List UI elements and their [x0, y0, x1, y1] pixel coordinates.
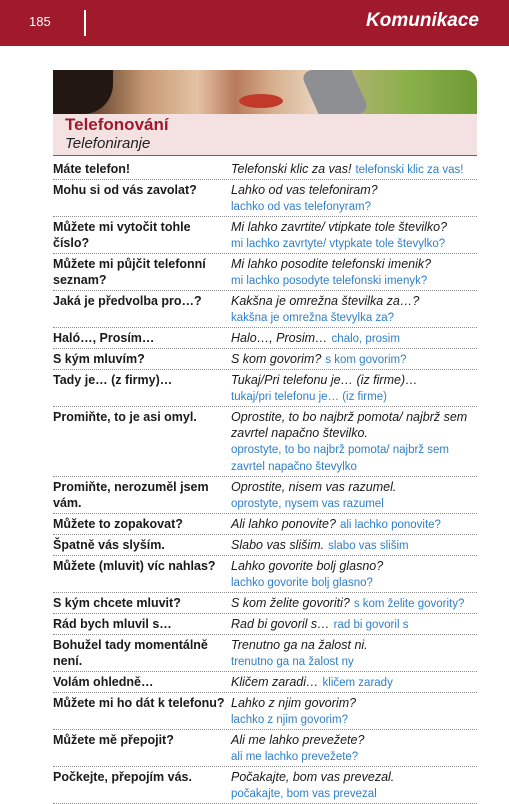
phrase-pronunciation: telefonski klic za vas! [355, 164, 464, 176]
phrase-pronunciation: kakšna je omrežna števylka za? [231, 312, 394, 324]
phrase-czech: Máte telefon! [53, 162, 131, 176]
phrase-czech: Můžete mi půjčit telefonní seznam? [53, 257, 206, 287]
phrase-pronunciation: rad bi govoril s [333, 619, 409, 631]
phrase-czech: Rád bych mluvil s… [53, 617, 172, 631]
phrase-translation [231, 732, 477, 765]
phrase-translation [231, 674, 477, 691]
section-title: Komunikace [366, 10, 479, 31]
phrase-czech: Počkejte, přepojím vás. [53, 770, 192, 784]
mobile-phone-icon [301, 70, 369, 114]
phrase-translation [231, 219, 477, 252]
phrase-pronunciation: slabo vas slišim [328, 540, 409, 552]
phrase-slovenian: Rad bi govoril s… [231, 617, 330, 631]
phrase-pronunciation: mi lachko posodyte telefonski imenyk? [231, 275, 428, 287]
phrase-row [53, 407, 477, 477]
title-divider [53, 155, 477, 156]
phrase-translation [231, 256, 477, 289]
phrase-czech: Promiňte, nerozuměl jsem vám. [53, 480, 209, 510]
phrase-slovenian: Lahko z njim govorim? [231, 696, 357, 710]
phrase-row [53, 635, 477, 672]
phrase-row [53, 291, 477, 328]
phrase-czech: Můžete to zopakovat? [53, 517, 183, 531]
phrase-translation [231, 479, 477, 512]
phrase-pronunciation: trenutno ga na žalost ny [231, 656, 354, 668]
phrase-slovenian: Trenutno ga na žalost ni. [231, 638, 368, 652]
phrase-czech: Bohužel tady momentálně není. [53, 638, 208, 668]
phrase-czech: Můžete mi ho dát k telefonu? [53, 696, 225, 710]
phrase-czech: Můžete mě přepojit? [53, 733, 174, 747]
phrase-slovenian: Oprostite, nisem vas razumel. [231, 480, 397, 494]
phrase-row [53, 767, 477, 804]
phrase-translation [231, 409, 477, 475]
phrase-list [53, 159, 477, 804]
phrase-row [53, 693, 477, 730]
phrase-translation [231, 293, 477, 326]
page-header [0, 0, 509, 46]
phrase-czech: S kým chcete mluvit? [53, 596, 181, 610]
phrase-row [53, 328, 477, 349]
page-number: 185 [29, 14, 51, 29]
phrase-pronunciation: chalo, prosim [331, 333, 400, 345]
phrase-row [53, 730, 477, 767]
phrase-pronunciation: oprostyte, nysem vas razumel [231, 498, 384, 510]
phrase-czech: Haló…, Prosím… [53, 331, 155, 345]
phrase-row [53, 556, 477, 593]
phrase-slovenian: Kakšna je omrežna številka za…? [231, 294, 420, 308]
phrase-slovenian: Tukaj/Pri telefonu je… (iz firme)… [231, 373, 418, 387]
phrase-translation [231, 637, 477, 670]
phrase-pronunciation: ali lachko ponovite? [339, 519, 441, 531]
phrase-pronunciation: lachko govorite bolj glasno? [231, 577, 373, 589]
phrase-row [53, 514, 477, 535]
phrase-row [53, 614, 477, 635]
phrase-translation [231, 161, 477, 178]
phrase-slovenian: Ali me lahko prevežete? [231, 733, 365, 747]
phrase-pronunciation: počakajte, bom vas prevezal [231, 788, 377, 800]
phrase-slovenian: Počakajte, bom vas prevezal. [231, 770, 395, 784]
phrase-czech: Tady je… (z firmy)… [53, 373, 173, 387]
phrase-slovenian: Kličem zaradi… [231, 675, 319, 689]
phrase-translation [231, 695, 477, 728]
phone-call-photo [53, 70, 477, 114]
phrase-translation [231, 558, 477, 591]
phrase-row [53, 159, 477, 180]
phrase-row [53, 217, 477, 254]
phrase-slovenian: S kom želite govoriti? [231, 596, 350, 610]
phrase-translation [231, 372, 477, 405]
phrase-czech: Jaká je předvolba pro…? [53, 294, 202, 308]
phrase-pronunciation: lachko od vas telefonyram? [231, 201, 371, 213]
phrase-translation [231, 595, 477, 612]
phrase-slovenian: Mi lahko zavrtite/ vtipkate tole številko? [231, 220, 448, 234]
phrase-row [53, 477, 477, 514]
phrase-pronunciation: mi lachko zavrtyte/ vtypkate tole števylko? [231, 238, 446, 250]
phrase-translation [231, 182, 477, 215]
phrase-row [53, 593, 477, 614]
phrase-slovenian: S kom govorim? [231, 352, 322, 366]
phrase-translation [231, 351, 477, 368]
phrase-pronunciation: kličem zarady [322, 677, 393, 689]
phrase-translation [231, 616, 477, 633]
phrase-slovenian: Ali lahko ponovite? [231, 517, 336, 531]
phrase-translation [231, 516, 477, 533]
topic-title-box [53, 114, 477, 155]
phrase-row [53, 535, 477, 556]
topic-title-czech: Telefonování [65, 115, 169, 134]
phrase-translation [231, 330, 477, 347]
phrase-czech: Volám ohledně… [53, 675, 154, 689]
phrase-slovenian: Lahko od vas telefoniram? [231, 183, 378, 197]
phrase-translation [231, 537, 477, 554]
phrase-pronunciation: ali me lachko prevežete? [231, 751, 359, 763]
phrase-row [53, 672, 477, 693]
phrase-pronunciation: oprostyte, to bo najbrž pomota/ najbrž sem zavrtel napačno števylko [231, 444, 449, 473]
phrase-slovenian: Telefonski klic za vas! [231, 162, 352, 176]
phrase-slovenian: Lahko govorite bolj glasno? [231, 559, 384, 573]
phrase-czech: Mohu si od vás zavolat? [53, 183, 197, 197]
phrase-czech: Špatně vás slyším. [53, 538, 165, 552]
phrase-pronunciation: lachko z njim govorim? [231, 714, 348, 726]
phrase-czech: S kým mluvím? [53, 352, 145, 366]
phrase-slovenian: Oprostite, to bo najbrž pomota/ najbrž sem zavrtel napačno številko. [231, 410, 468, 440]
phrase-pronunciation: tukaj/pri telefonu je… (iz firme) [231, 391, 387, 403]
phrase-slovenian: Slabo vas slišim. [231, 538, 325, 552]
header-divider [84, 10, 86, 36]
phrase-czech: Můžete mi vytočit tohle číslo? [53, 220, 191, 250]
phrase-row [53, 180, 477, 217]
photo-hair [53, 70, 113, 114]
phrase-pronunciation: s kom govorim? [325, 354, 407, 366]
phrase-czech: Promiňte, to je asi omyl. [53, 410, 197, 424]
topic-title-slovenian: Telefoniranje [65, 135, 151, 152]
phrase-row [53, 349, 477, 370]
phrase-translation [231, 769, 477, 802]
photo-mouth [239, 94, 283, 108]
phrase-pronunciation: s kom želite govority? [353, 598, 465, 610]
phrase-row [53, 370, 477, 407]
phrase-slovenian: Mi lahko posodite telefonski imenik? [231, 257, 432, 271]
phrase-czech: Můžete (mluvit) víc nahlas? [53, 559, 216, 573]
phrase-row [53, 254, 477, 291]
phrase-slovenian: Halo…, Prosim… [231, 331, 328, 345]
